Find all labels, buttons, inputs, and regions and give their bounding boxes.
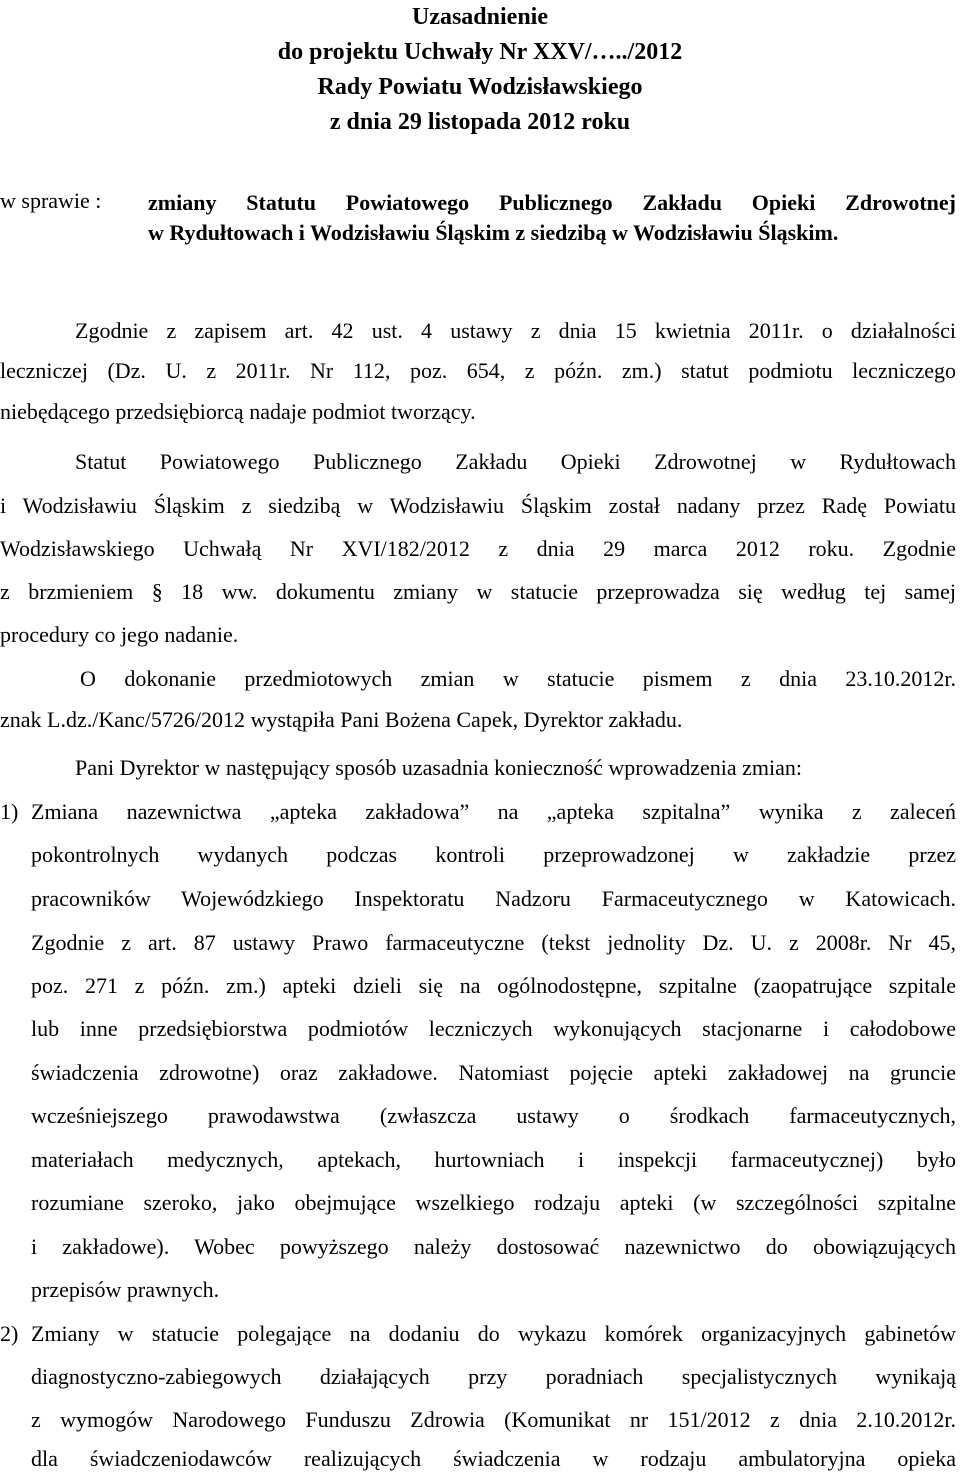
list-item-line: poz. 271 z późn. zm.) apteki dzieli się na ogólnodostępne, szpitalne (zaopatrujące szpitale [31, 973, 956, 998]
document-council: Rady Powiatu Wodzisławskiego [317, 74, 643, 100]
list-item-line: wcześniejszego prawodawstwa (zwłaszcza ustawy o środkach farmaceutycznych, [31, 1103, 956, 1128]
list-number: 2) [0, 1321, 19, 1346]
document-subtitle: do projektu Uchwały Nr XXV/…../2012 [277, 39, 683, 65]
paragraph-line: leczniczej (Dz. U. z 2011r. Nr 112, poz. 654, z późn. zm.) statut podmiotu leczniczego [0, 358, 956, 383]
paragraph-line: procedury co jego nadanie. [0, 622, 239, 647]
list-item-line: rozumiane szeroko, jako obejmujące wszelkiego rodzaju apteki (w szczególności szpitalne [31, 1190, 956, 1215]
list-item-line: przepisów prawnych. [31, 1277, 220, 1302]
subject-label: w sprawie : [0, 188, 102, 213]
list-number: 1) [0, 799, 19, 824]
document-title: Uzasadnienie [411, 4, 548, 30]
list-item-line: materiałach medycznych, aptekach, hurtowniach i inspekcji farmaceutycznej) było [31, 1147, 956, 1172]
list-item-line: Zmiana nazewnictwa „apteka zakładowa” na „apteka szpitalna” wynika z zaleceń [31, 799, 956, 824]
document-date: z dnia 29 listopada 2012 roku [329, 109, 631, 135]
paragraph-line: Zgodnie z zapisem art. 42 ust. 4 ustawy z dnia 15 kwietnia 2011r. o działalności [75, 318, 956, 343]
list-item-line: diagnostyczno-zabiegowych działających przy poradniach specjalistycznych wynikają [31, 1364, 956, 1389]
document-header [0, 0, 960, 140]
paragraph-line: O dokonanie przedmiotowych zmian w statucie pismem z dnia 23.10.2012r. [80, 666, 956, 691]
subject-line: w Rydułtowach i Wodzisławiu Śląskim z siedzibą w Wodzisławiu Śląskim. [148, 220, 839, 245]
subject-line: zmiany Statutu Powiatowego Publicznego Zakładu Opieki Zdrowotnej [148, 190, 956, 215]
list-item-line: pracowników Wojewódzkiego Inspektoratu Nadzoru Farmaceutycznego w Katowicach. [31, 886, 956, 911]
list-item-line: z wymogów Narodowego Funduszu Zdrowia (Komunikat nr 151/2012 z dnia 2.10.2012r. [31, 1407, 956, 1432]
paragraph-line: z brzmieniem § 18 ww. dokumentu zmiany w statucie przeprowadza się według tej samej [0, 579, 956, 604]
list-item-line: lub inne przedsiębiorstwa podmiotów leczniczych wykonujących stacjonarne i całodobowe [31, 1016, 956, 1041]
list-item-line: świadczenia zdrowotne) oraz zakładowe. Natomiast pojęcie apteki zakładowej na gruncie [31, 1060, 956, 1085]
list-item-line: Zmiany w statucie polegające na dodaniu do wykazu komórek organizacyjnych gabinetów [31, 1321, 956, 1346]
list-item-line: Zgodnie z art. 87 ustawy Prawo farmaceutyczne (tekst jednolity Dz. U. z 2008r. Nr 45, [31, 930, 956, 955]
subject-text [148, 188, 956, 248]
paragraph-line: Wodzisławskiego Uchwałą Nr XVI/182/2012 z dnia 29 marca 2012 roku. Zgodnie [0, 536, 956, 561]
paragraph-line: i Wodzisławiu Śląskim z siedzibą w Wodzisławiu Śląskim został nadany przez Radę Powiatu [0, 493, 956, 518]
paragraph-line: niebędącego przedsiębiorcą nadaje podmiot tworzący. [0, 399, 476, 424]
paragraph-line: znak L.dz./Kanc/5726/2012 wystąpiła Pani Bożena Capek, Dyrektor zakładu. [0, 707, 683, 732]
list-item-line: i zakładowe). Wobec powyższego należy dostosować nazewnictwo do obowiązujących [31, 1234, 956, 1259]
paragraph-line: Pani Dyrektor w następujący sposób uzasadnia konieczność wprowadzenia zmian: [75, 755, 802, 780]
list-item-line: pokontrolnych wydanych podczas kontroli przeprowadzonej w zakładzie przez [31, 842, 956, 867]
list-item-line: dla świadczeniodawców realizujących świadczenia w rodzaju ambulatoryjna opieka [31, 1446, 956, 1471]
paragraph-line: Statut Powiatowego Publicznego Zakładu Opieki Zdrowotnej w Rydułtowach [75, 449, 956, 474]
